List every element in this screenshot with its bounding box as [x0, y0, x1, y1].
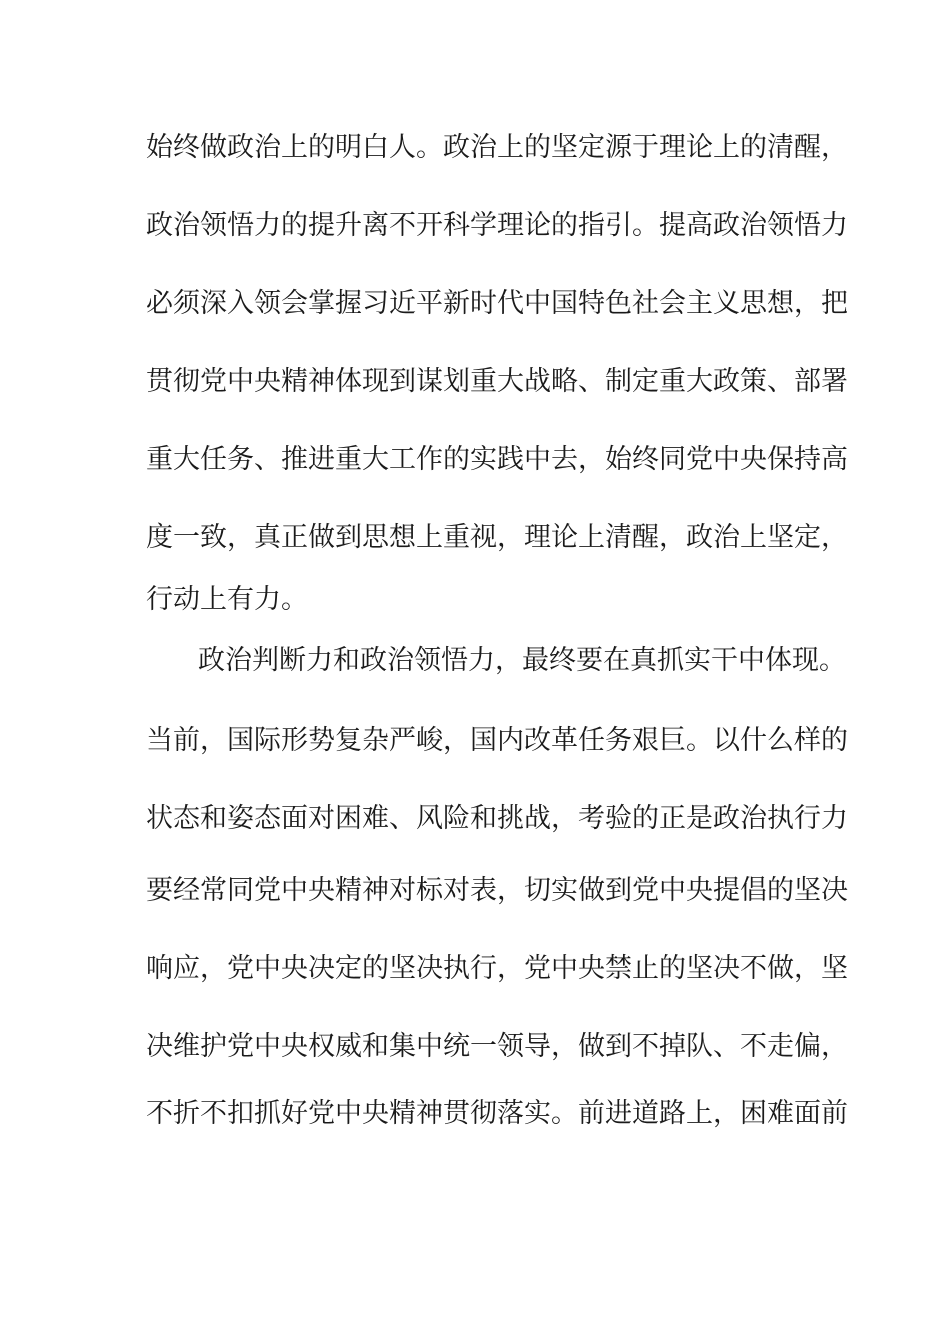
text-line: 响应，党中央决定的坚决执行，党中央禁止的坚决不做，坚 [146, 953, 848, 984]
text-line: 行动上有力。 [146, 584, 308, 615]
paragraph-first-line: 政治判断力和政治领悟力，最终要在真抓实干中体现。 [198, 645, 846, 676]
text-line: 不折不扣抓好党中央精神贯彻落实。前进道路上，困难面前 [146, 1098, 848, 1129]
text-line: 贯彻党中央精神体现到谋划重大战略、制定重大政策、部署 [146, 366, 848, 397]
text-line: 状态和姿态面对困难、风险和挑战，考验的正是政治执行力 [146, 803, 848, 834]
text-line: 重大任务、推进重大工作的实践中去，始终同党中央保持高 [146, 444, 848, 475]
text-line: 决维护党中央权威和集中统一领导，做到不掉队、不走偏， [146, 1031, 848, 1062]
text-line: 当前，国际形势复杂严峻，国内改革任务艰巨。以什么样的 [146, 725, 848, 756]
text-line: 必须深入领会掌握习近平新时代中国特色社会主义思想，把 [146, 288, 848, 319]
text-line: 政治领悟力的提升离不开科学理论的指引。提高政治领悟力 [146, 210, 848, 241]
text-line: 始终做政治上的明白人。政治上的坚定源于理论上的清醒， [146, 132, 848, 163]
text-line: 度一致，真正做到思想上重视，理论上清醒，政治上坚定， [146, 522, 848, 553]
text-line: 要经常同党中央精神对标对表，切实做到党中央提倡的坚决 [146, 875, 848, 906]
